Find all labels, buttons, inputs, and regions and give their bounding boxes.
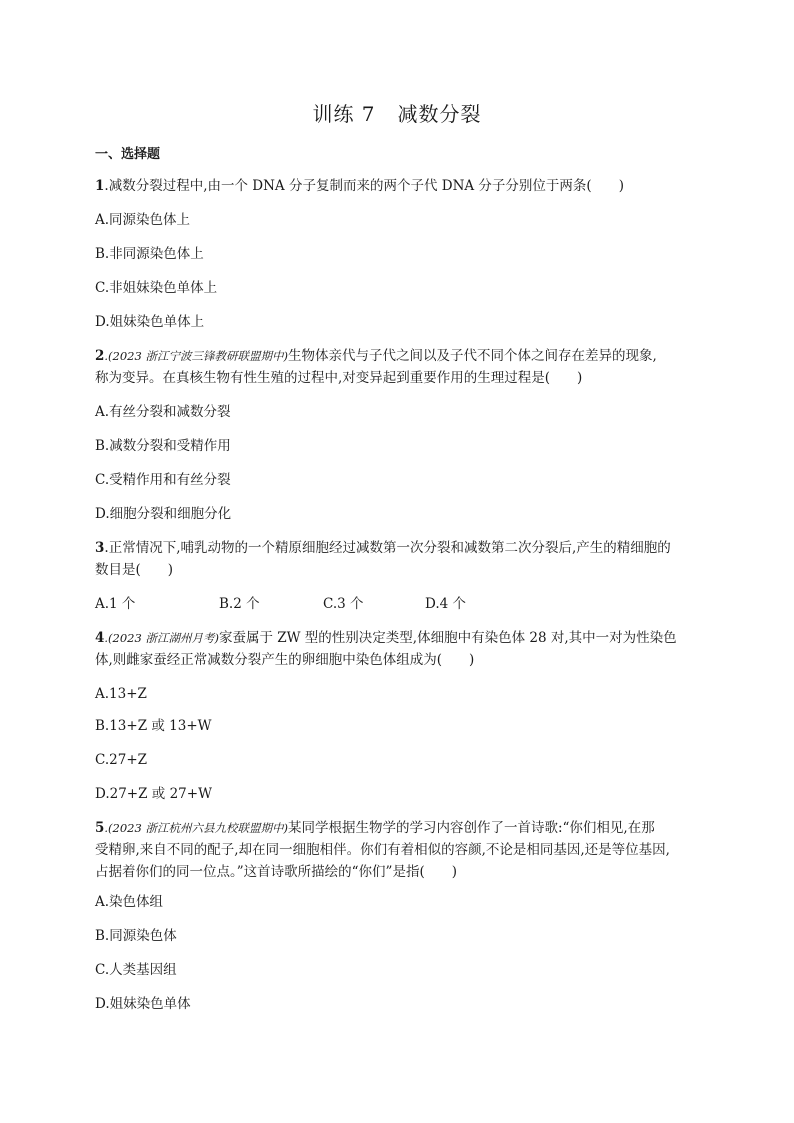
- q5-option-c: C.人类基因组: [95, 962, 177, 978]
- q3-stem-line2: 数目是( ): [95, 562, 174, 578]
- q2-stem-line1: [95, 346, 657, 366]
- q3-stem-line1: [95, 538, 671, 558]
- section-heading: 一、选择题: [95, 147, 161, 162]
- q1-text: .减数分裂过程中,由一个 DNA 分子复制而来的两个子代 DNA 分子分别位于两条( ): [104, 178, 624, 194]
- q2-option-c: C.受精作用和有丝分裂: [95, 472, 231, 488]
- q2-text-1: 生物体亲代与子代之间以及子代不同个体之间存在差异的现象,: [287, 348, 657, 364]
- q5-stem-line3: 占据着你们的同一位点。”这首诗歌所描绘的“你们”是指( ): [95, 864, 457, 880]
- q2-option-b: B.减数分裂和受精作用: [95, 438, 231, 454]
- q2-source: .(2023 浙江宁波三锋教研联盟期中): [104, 349, 288, 363]
- page-title: [0, 98, 794, 127]
- q5-option-a: A.染色体组: [95, 894, 164, 910]
- q1-option-b: B.非同源染色体上: [95, 246, 204, 262]
- q3-text-1: .正常情况下,哺乳动物的一个精原细胞经过减数第一次分裂和减数第二次分裂后,产生的精细胞的: [104, 540, 671, 556]
- q3-option-c: C.3 个: [323, 596, 364, 612]
- q4-option-a: A.13+Z: [95, 686, 147, 702]
- q4-source: .(2023 浙江湖州月考): [104, 631, 219, 645]
- q4-stem-line2: 体,则雌家蚕经正常减数分裂产生的卵细胞中染色体组成为( ): [95, 652, 475, 668]
- q4-option-d: D.27+Z 或 27+W: [95, 786, 212, 802]
- q1-number: 1: [95, 178, 105, 194]
- q4-stem-line1: [95, 628, 677, 648]
- q4-text-1: 家蚕属于 ZW 型的性别决定类型,体细胞中有染色体 28 对,其中一对为性染色: [218, 630, 677, 646]
- q2-option-d: D.细胞分裂和细胞分化: [95, 506, 232, 522]
- q3-options-row: [95, 594, 466, 614]
- q5-stem-line2: 受精卵,来自不同的配子,却在同一细胞相伴。你们有着相似的容颜,不论是相同基因,还是等位基因,: [95, 842, 670, 858]
- q2-number: 2: [95, 348, 105, 364]
- q5-option-b: B.同源染色体: [95, 928, 177, 944]
- q5-option-d: D.姐妹染色单体: [95, 996, 191, 1012]
- q3-option-b: B.2 个: [219, 596, 260, 612]
- q3-option-a: A.1 个: [95, 596, 136, 612]
- q1-option-d: D.姐妹染色单体上: [95, 314, 205, 330]
- q3-option-d: D.4 个: [425, 596, 467, 612]
- q4-option-b: B.13+Z 或 13+W: [95, 718, 212, 734]
- q5-text-1: 某同学根据生物学的学习内容创作了一首诗歌:“你们相见,在那: [287, 820, 655, 836]
- q4-number: 4: [95, 630, 105, 646]
- q3-number: 3: [95, 540, 105, 556]
- q1-option-a: A.同源染色体上: [95, 212, 191, 228]
- q5-stem-line1: [95, 818, 655, 838]
- title-sub: 减数分裂: [397, 102, 482, 126]
- q5-source: .(2023 浙江杭州六县九校联盟期中): [104, 821, 288, 835]
- q4-option-c: C.27+Z: [95, 752, 148, 768]
- q1-stem: [95, 176, 624, 196]
- q2-stem-line2: 称为变异。在真核生物有性生殖的过程中,对变异起到重要作用的生理过程是( ): [95, 370, 583, 386]
- q2-option-a: A.有丝分裂和减数分裂: [95, 404, 231, 420]
- title-main: 训练 7: [312, 102, 376, 126]
- q1-option-c: C.非姐妹染色单体上: [95, 280, 218, 296]
- q5-number: 5: [95, 820, 105, 836]
